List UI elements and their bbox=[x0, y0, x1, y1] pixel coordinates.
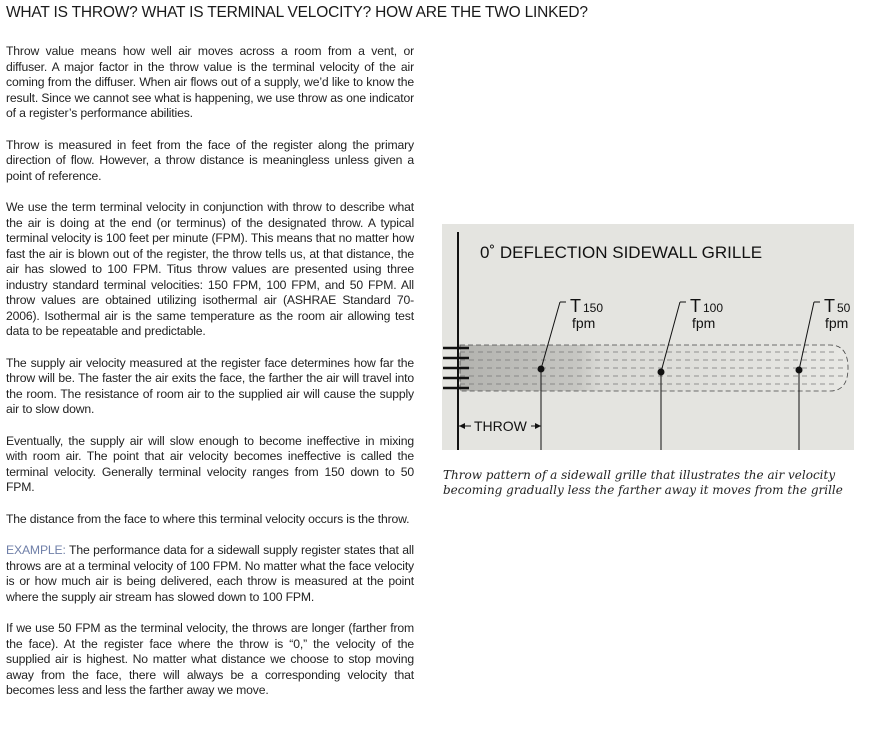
example-label: EXAMPLE: bbox=[6, 543, 66, 557]
throw-pattern-figure bbox=[442, 224, 854, 450]
marker-t50-t: T bbox=[824, 296, 835, 316]
example-text: The performance data for a sidewall supply register states that all throws are at a terminal velocity of 100 FPM. No matter what the face velocity is or how much air is being delivered, each throw is measured at the point where the supply air stream has slowed down to 100 FPM. bbox=[6, 543, 414, 604]
diagram-heading: 0˚ DEFLECTION SIDEWALL GRILLE bbox=[480, 243, 763, 262]
throw-label: THROW bbox=[474, 418, 527, 434]
paragraph-throw-value: Throw value means how well air moves across a room from a vent, or diffuser. A major factor in the throw value is the terminal velocity of the air coming from the diffuser. When air flows out of a supply, we’d like to know the result. Since we cannot see what is happening, we use throw as one indicator of a register’s performance abilities. bbox=[6, 44, 414, 120]
paragraph-supply-velocity: The supply air velocity measured at the register face determines how far the throw will be. The faster the air exits the face, the farther the air will travel into the room. The resistance of room air to the supplied air will cause the supply air to slow down. bbox=[6, 355, 414, 416]
marker-t100-sub: 100 bbox=[703, 301, 724, 315]
marker-t150-sub: 150 bbox=[583, 301, 604, 315]
paragraph-throw-measured: Throw is measured in feet from the face of the register along the primary direction of flow. However, a throw distance is meaningless unless given a point of reference. bbox=[6, 137, 414, 183]
marker-t100-t: T bbox=[690, 296, 701, 316]
paragraph-throw-distance: The distance from the face to where this terminal velocity occurs is the throw. bbox=[6, 511, 410, 526]
body-text bbox=[6, 44, 414, 715]
page-title: WHAT IS THROW? WHAT IS TERMINAL VELOCITY? HOW ARE THE TWO LINKED? bbox=[6, 4, 588, 21]
paragraph-fifty-fpm: If we use 50 FPM as the terminal velocity, the throws are longer (farther from the face). At the register face where the throw is “0,” the velocity of the supplied air is highest. No matter what distance we choose to stop moving away from the face, there will always be a corresponding velocity that becomes less and less the farther away we move. bbox=[6, 621, 414, 697]
marker-t150-t: T bbox=[570, 296, 581, 316]
paragraph-terminal-velocity: We use the term terminal velocity in conjunction with throw to describe what the air is doing at the end (or terminus) of the designated throw. A typical terminal velocity is 100 feet per minute (FPM). This means that no matter how fast the air is blown out of the register, the throw tells us, at that distance, the air has slowed to 100 FPM. Titus throw values are presented using three industry standard terminal velocities: 150 FPM, 100 FPM, and 50 FPM. All throw values are obtained utilizing isothermal air (ASHRAE Standard 70-2006). Isothermal air is the same temperature as the room air allowing test data to be repeatable and predictable. bbox=[6, 200, 414, 338]
throw-dimension bbox=[459, 418, 541, 434]
marker-t50-unit: fpm bbox=[825, 315, 849, 331]
paragraph-example bbox=[6, 543, 414, 605]
throw-diagram bbox=[442, 224, 854, 450]
marker-t150-unit: fpm bbox=[572, 315, 596, 331]
marker-t50-sub: 50 bbox=[837, 301, 851, 315]
paragraph-ineffective-mixing: Eventually, the supply air will slow enough to become ineffective in mixing with room air. The point that air velocity becomes ineffective is called the terminal velocity. Generally terminal velocity ranges from 150 down to 50 FPM. bbox=[6, 433, 414, 494]
marker-t100-unit: fpm bbox=[692, 315, 716, 331]
figure-caption: Throw pattern of a sidewall grille that illustrates the air velocity becoming gradually less the farther away it moves from the grille bbox=[443, 468, 843, 497]
